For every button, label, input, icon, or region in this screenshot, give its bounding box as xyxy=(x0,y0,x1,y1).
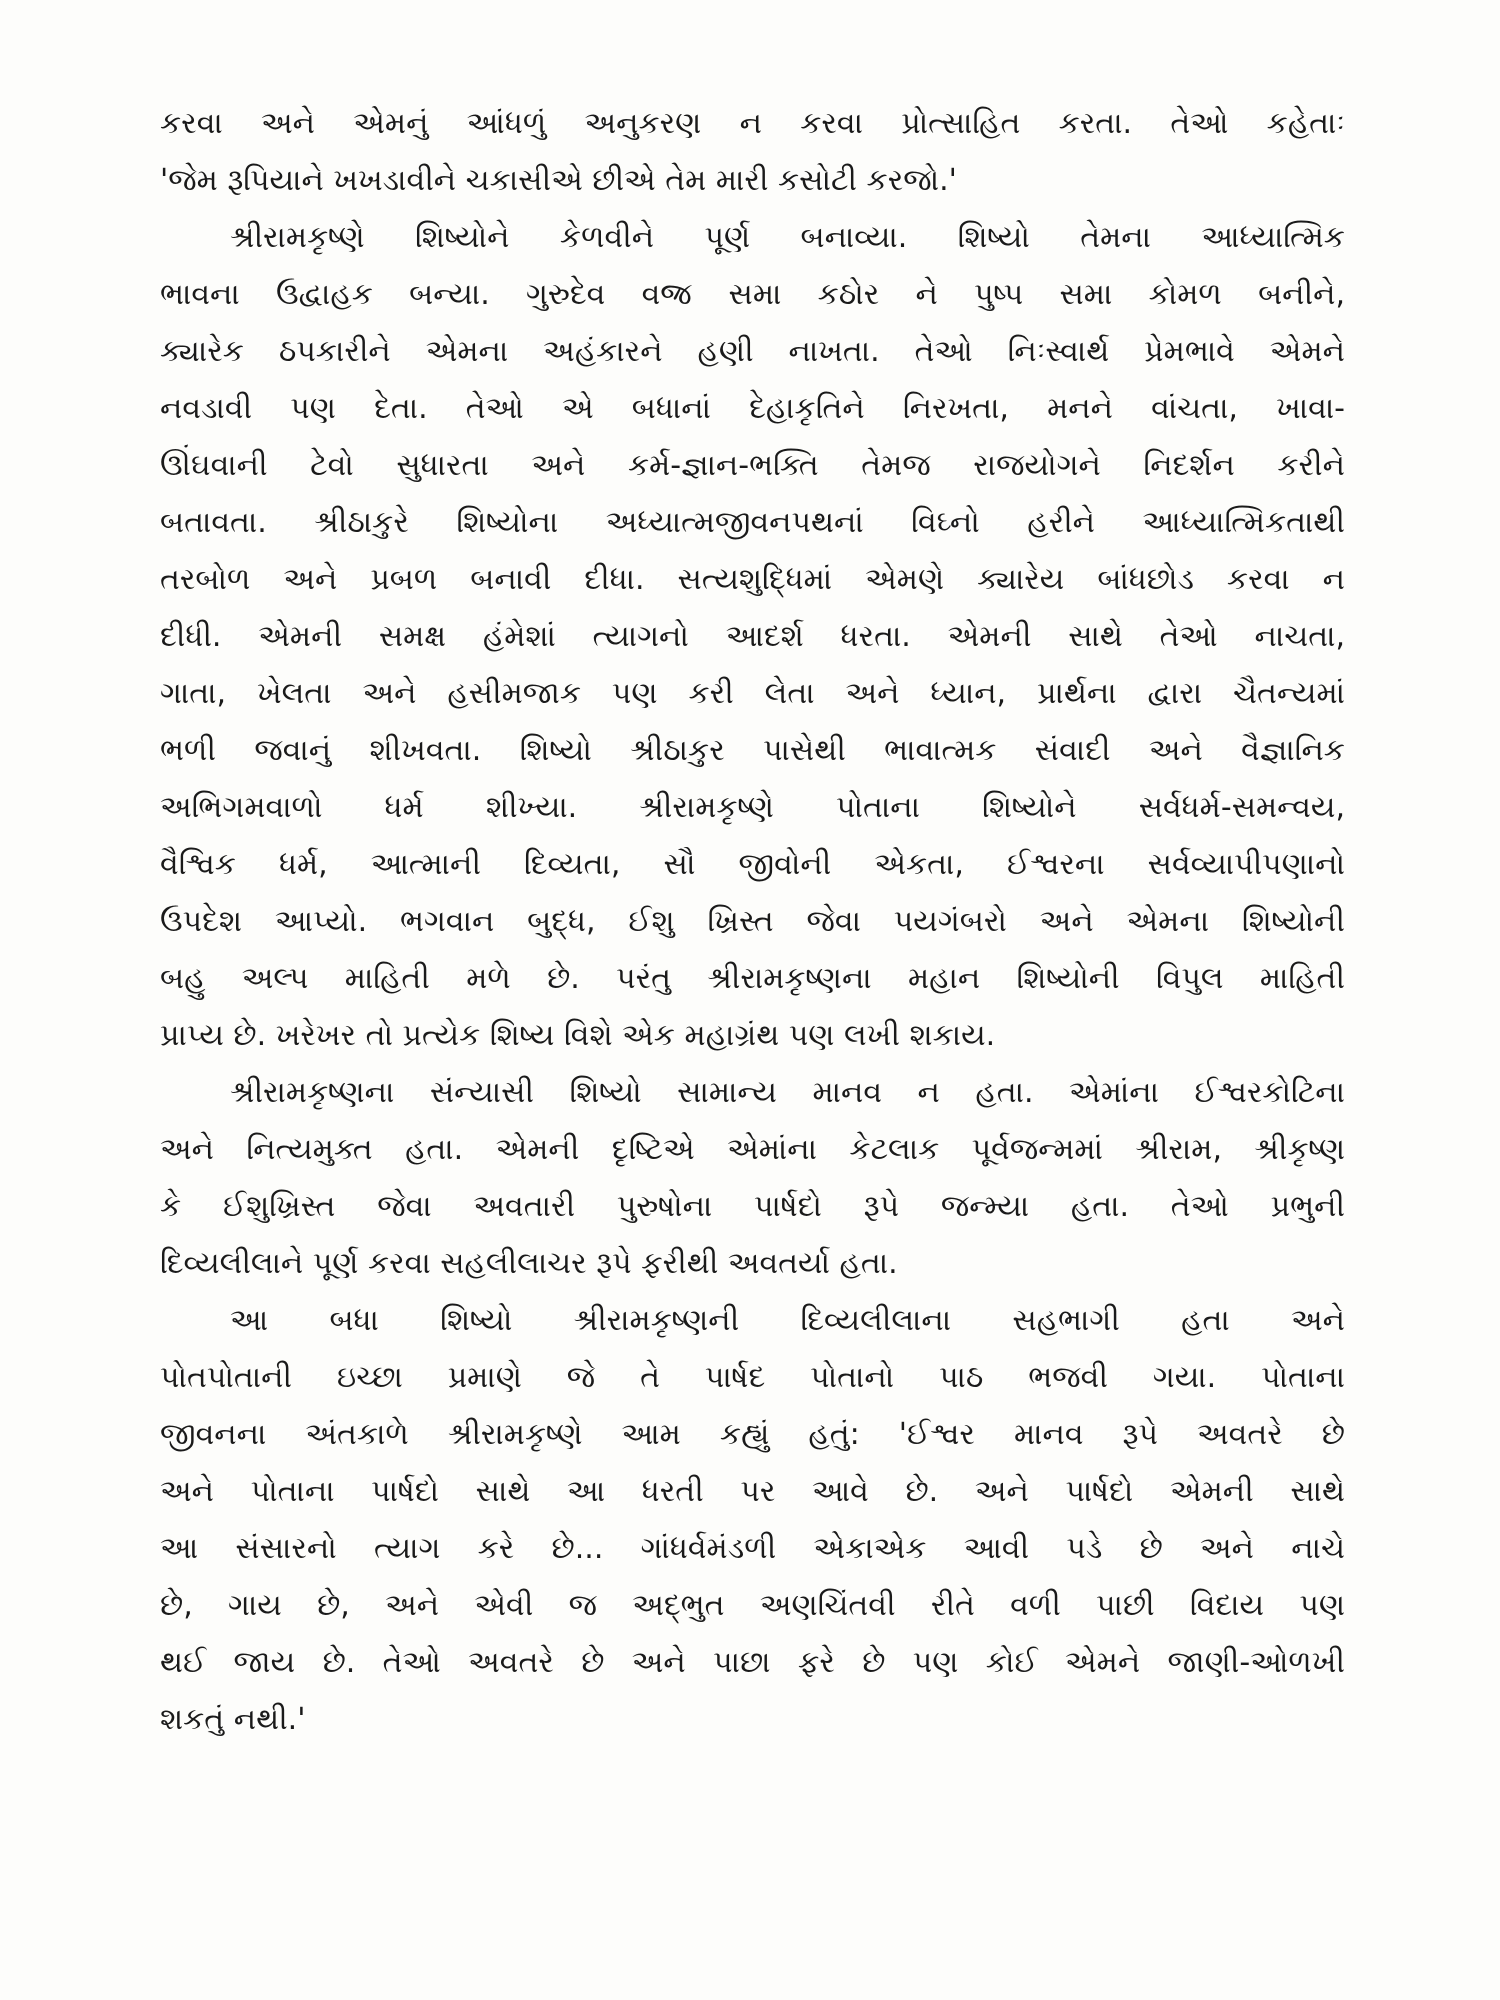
text-line: છે, ગાય છે, અને એવી જ અદ્ભુત અણચિંતવી રીતે વળી પાછી વિદાય પણ xyxy=(160,1588,1345,1623)
text-line: જીવનના અંતકાળે શ્રીરામકૃષ્ણે આમ કહ્યું હતું: 'ઈશ્વર માનવ રૂપે અવતરે છે xyxy=(160,1417,1345,1452)
text-line: દીધી. એમની સમક્ષ હંમેશાં ત્યાગનો આદર્શ ધરતા. એમની સાથે તેઓ નાચતા, xyxy=(160,619,1345,654)
text-line: ભળી જવાનું શીખવતા. શિષ્યો શ્રીઠાકુર પાસેથી ભાવાત્મક સંવાદી અને વૈજ્ઞાનિક xyxy=(160,733,1345,768)
text-line: શ્રીરામકૃષ્ણે શિષ્યોને કેળવીને પૂર્ણ બનાવ્યા. શિષ્યો તેમના આધ્યાત્મિક xyxy=(230,220,1345,255)
text-line: બતાવતા. શ્રીઠાકુરે શિષ્યોના અધ્યાત્મજીવનપથનાં વિઘ્નો હરીને આધ્યાત્મિકતાથી xyxy=(160,505,1345,540)
paragraph xyxy=(160,209,1345,1064)
text-line: દિવ્યલીલાને પૂર્ણ કરવા સહલીલાચર રૂપે ફરીથી અવતર્યા હતા. xyxy=(160,1246,898,1281)
paragraph xyxy=(160,95,1345,209)
text-line: બહુ અલ્પ માહિતી મળે છે. પરંતુ શ્રીરામકૃષ્ણના મહાન શિષ્યોની વિપુલ માહિતી xyxy=(160,961,1345,996)
text-line: ઊંઘવાની ટેવો સુધારતા અને કર્મ-જ્ઞાન-ભક્તિ તેમજ રાજયોગને નિદર્શન કરીને xyxy=(160,448,1345,483)
text-line: શકતું નથી.' xyxy=(160,1702,306,1737)
text-line: કે ઈશુખ્રિસ્ત જેવા અવતારી પુરુષોના પાર્ષદો રૂપે જન્મ્યા હતા. તેઓ પ્રભુની xyxy=(160,1189,1345,1224)
text-line: 'જેમ રૂપિયાને ખખડાવીને ચકાસીએ છીએ તેમ મારી કસોટી કરજો.' xyxy=(160,163,957,198)
text-line: ક્યારેક ઠપકારીને એમના અહંકારને હણી નાખતા. તેઓ નિઃસ્વાર્થ પ્રેમભાવે એમને xyxy=(160,334,1345,369)
text-line: ભાવના ઉદ્વાહક બન્યા. ગુરુદેવ વજ્ર સમા કઠોર ને પુષ્પ સમા કોમળ બનીને, xyxy=(160,277,1345,312)
paragraph xyxy=(160,1292,1345,1748)
text-line: ગાતા, ખેલતા અને હસીમજાક પણ કરી લેતા અને ધ્યાન, પ્રાર્થના દ્વારા ચૈતન્યમાં xyxy=(160,676,1345,711)
text-line: તરબોળ અને પ્રબળ બનાવી દીધા. સત્યશુદ્ધિમાં એમણે ક્યારેય બાંધછોડ કરવા ન xyxy=(160,562,1345,597)
text-line: અભિગમવાળો ધર્મ શીખ્યા. શ્રીરામકૃષ્ણે પોતાના શિષ્યોને સર્વધર્મ-સમન્વય, xyxy=(160,790,1345,825)
text-line: અને પોતાના પાર્ષદો સાથે આ ધરતી પર આવે છે. અને પાર્ષદો એમની સાથે xyxy=(160,1474,1345,1509)
text-line: પ્રાપ્ય છે. ખરેખર તો પ્રત્યેક શિષ્ય વિશે એક મહાગ્રંથ પણ લખી શકાય. xyxy=(160,1018,996,1053)
text-line: પોતપોતાની ઇચ્છા પ્રમાણે જે તે પાર્ષદ પોતાનો પાઠ ભજવી ગયા. પોતાના xyxy=(160,1360,1345,1395)
text-line: શ્રીરામકૃષ્ણના સંન્યાસી શિષ્યો સામાન્ય માનવ ન હતા. એમાંના ઈશ્વરકોટિના xyxy=(230,1075,1345,1110)
text-line: નવડાવી પણ દેતા. તેઓ એ બધાનાં દેહાકૃતિને નિરખતા, મનને વાંચતા, ખાવા- xyxy=(160,391,1345,426)
paragraph xyxy=(160,1064,1345,1292)
text-line: કરવા અને એમનું આંધળું અનુકરણ ન કરવા પ્રોત્સાહિત કરતા. તેઓ કહેતાઃ xyxy=(160,106,1345,141)
text-line: વૈશ્વિક ધર્મ, આત્માની દિવ્યતા, સૌ જીવોની એકતા, ઈશ્વરના સર્વવ્યાપીપણાનો xyxy=(160,847,1345,882)
text-line: આ સંસારનો ત્યાગ કરે છે... ગાંધર્વમંડળી એકાએક આવી પડે છે અને નાચે xyxy=(160,1531,1345,1566)
text-line: થઈ જાય છે. તેઓ અવતરે છે અને પાછા ફરે છે પણ કોઈ એમને જાણી-ઓળખી xyxy=(160,1645,1345,1680)
text-line: આ બધા શિષ્યો શ્રીરામકૃષ્ણની દિવ્યલીલાના સહભાગી હતા અને xyxy=(230,1303,1345,1338)
text-line: ઉપદેશ આપ્યો. ભગવાન બુદ્ધ, ઈશુ ખ્રિસ્ત જેવા પયગંબરો અને એમના શિષ્યોની xyxy=(160,904,1345,939)
body-text xyxy=(160,95,1345,1748)
text-line: અને નિત્યમુક્ત હતા. એમની દૃષ્ટિએ એમાંના કેટલાક પૂર્વજન્મમાં શ્રીરામ, શ્રીકૃષ્ણ xyxy=(160,1132,1345,1167)
